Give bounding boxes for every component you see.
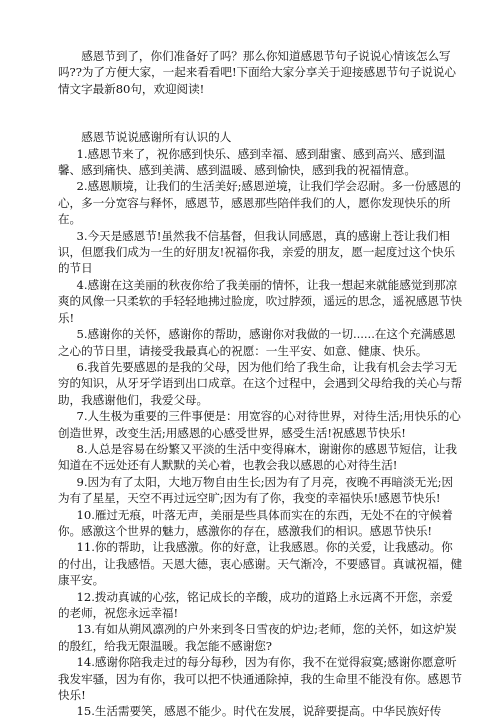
- list-item: 6.我首先要感恩的是我的父母，因为他们给了我生命，让我有机会去学习无穷的知识，从牙牙学语到出口成章。在这个过程中，会遇到父母给我的关心与帮助，我感谢他们，我爱父母。: [58, 359, 463, 407]
- list-item: 2.感恩顺境，让我们的生活美好;感恩逆境，让我们学会忍耐。多一份感恩的心，多一分宽容与释怀，感恩节，感恩那些陪伴我们的人，愿你发现快乐的所在。: [58, 179, 461, 227]
- intro-paragraph: 感恩节到了，你们准备好了吗？那么你知道感恩节句子说说心情该怎么写吗??为了方便大家，一起来看看吧!下面给大家分享关于迎接感恩节句子说说心情文字最新80句，欢迎阅读!: [58, 49, 456, 96]
- list-item: 3.今天是感恩节!虽然我不信基督，但我认同感恩，真的感谢上苍让我们相识，但愿我们成为一生的好朋友!祝福你我，亲爱的朋友，愿一起度过这个快乐的节日: [58, 228, 456, 276]
- list-item: 8.人总是容易在纷繁又平淡的生活中变得麻木，谢谢你的感恩节短信，让我知道在不远处还有人默默的关心着，也教会我以感恩的心对待生活!: [58, 441, 457, 473]
- list-item: 5.感谢你的关怀，感谢你的帮助，感谢你对我做的一切......在这个充满感恩之心的节日里，请接受我最真心的祝愿：一生平安、如意、健康、快乐。: [58, 327, 456, 358]
- section-subtitle: 感恩节说说感谢所有认识的人: [81, 130, 232, 145]
- list-item: 12.拨动真诚的心弦，铭记成长的辛酸，成功的道路上永远离不开您，亲爱的老师，祝您永远幸福!: [58, 589, 453, 620]
- list-item: 7.人生极为重要的三件事便是：用宽容的心对待世界，对待生活;用快乐的心创造世界，改变生活;用感恩的心感受世界，感受生活!祝感恩节快乐!: [58, 409, 461, 440]
- list-item: 14.感谢你陪我走过的每分每秒，因为有你，我不在觉得寂寞;感谢你愿意听我发牢骚，因为有你，我可以把不快通通除掉，我的生命里不能没有你。感恩节快乐!: [58, 655, 463, 703]
- list-item: 11.你的帮助，让我感激。你的好意，让我感恩。你的关爱，让我感动。你的付出，让我感悟。天恩大德，衷心感谢。天气渐冷，不要感冒。真诚祝福，健康平安。: [58, 540, 463, 588]
- greeting-list: [58, 146, 463, 720]
- list-item: 10.雁过无痕，叶落无声，美丽是些具体而实在的东西，无处不在的守候着你。感激这个世界的魅力，感激你的存在，感激我们的相识。感恩节快乐!: [58, 507, 453, 538]
- list-item: 15.生活需要笑，感恩不能少。时代在发展，说辞要提高。中华民族好传: [76, 704, 442, 719]
- list-item: 4.感谢在这美丽的秋夜你给了我美丽的情怀，让我一想起来就能感觉到那凉爽的风像一只柔软的手轻轻地拂过脸庞，吹过脖颈，遥远的思念，遥祝感恩节快乐!: [58, 277, 463, 325]
- list-item: 1.感恩节来了，祝你感到快乐、感到幸福、感到甜蜜、感到高兴、感到温馨、感到痛快、感到美满、感到温暖、感到愉快，感到我的祝福情意。: [58, 146, 446, 178]
- list-item: 9.因为有了太阳，大地万物自由生长;因为有了月亮，夜晚不再暗淡无光;因为有了星星，天空不再过远空旷;因为有了你，我变的幸福快乐!感恩节快乐!: [58, 474, 454, 506]
- document-page: [0, 48, 500, 719]
- list-item: 13.有如从朔风凛冽的户外来到冬日雪夜的炉边;老师，您的关怀，如这炉炭的殷红，给我无限温暖。我怎能不感谢您?: [58, 622, 457, 653]
